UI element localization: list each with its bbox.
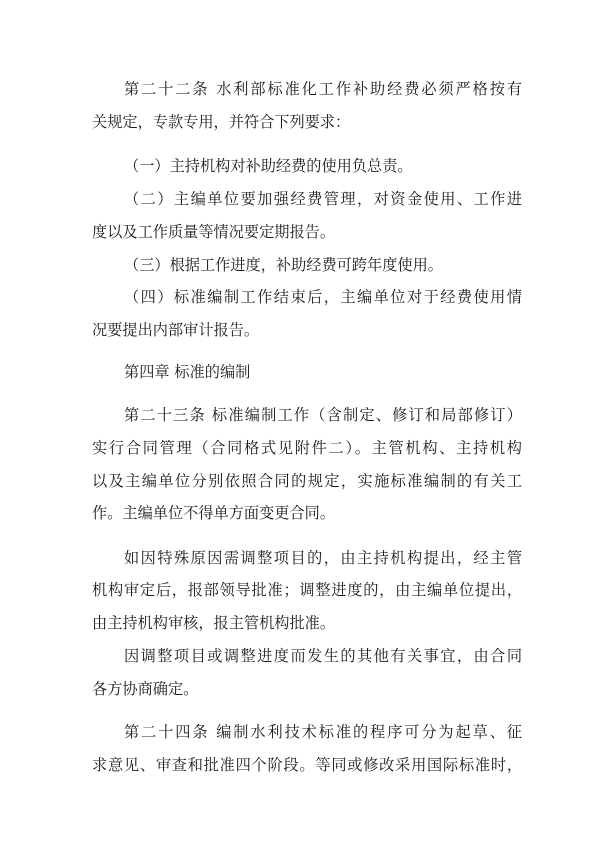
article-22-item-4-line-2: 况要提出内部审计报告。 — [92, 321, 260, 339]
article-23-line-4: 作。主编单位不得单方面变更合同。 — [92, 504, 335, 522]
article-22-line-1: 第二十二条 水利部标准化工作补助经费必须严格按有 — [124, 80, 522, 98]
adjust-para-1-line-3: 由主持机构审核，报主管机构批准。 — [92, 614, 335, 632]
article-23-line-3: 以及主编单位分别依照合同的规定，实施标准编制的有关工 — [92, 472, 522, 490]
article-22-line-2: 关规定，专款专用，并符合下列要求： — [92, 113, 351, 131]
chapter-4-heading: 第四章 标准的编制 — [124, 363, 251, 381]
article-24-line-1: 第二十四条 编制水利技术标准的程序可分为起草、征 — [124, 723, 522, 741]
article-22-item-1: （一）主持机构对补助经费的使用负总责。 — [124, 157, 413, 175]
adjust-para-2-line-2: 各方协商确定。 — [92, 680, 199, 698]
adjust-para-1-line-1: 如因特殊原因需调整项目的，由主持机构提出，经主管 — [124, 549, 522, 567]
article-23-line-2: 实行合同管理（合同格式见附件二）。主管机构、主持机构 — [92, 439, 522, 457]
article-23-line-1: 第二十三条 标准编制工作（含制定、修订和局部修订） — [124, 406, 522, 424]
article-22-item-3: （三）根据工作进度，补助经费可跨年度使用。 — [124, 256, 443, 274]
article-24-line-2: 求意见、审查和批准四个阶段。等同或修改采用国际标准时， — [92, 756, 522, 774]
article-22-item-2-line-2: 度以及工作质量等情况要定期报告。 — [92, 223, 335, 241]
article-22-item-4-line-1: （四）标准编制工作结束后，主编单位对于经费使用情 — [124, 288, 522, 306]
article-22-item-2-line-1: （二）主编单位要加强经费管理，对资金使用、工作进 — [124, 190, 522, 208]
adjust-para-1-line-2: 机构审定后，报部领导批准；调整进度的，由主编单位提出， — [92, 581, 522, 599]
adjust-para-2-line-1: 因调整项目或调整进度而发生的其他有关事宜，由合同 — [124, 647, 522, 665]
